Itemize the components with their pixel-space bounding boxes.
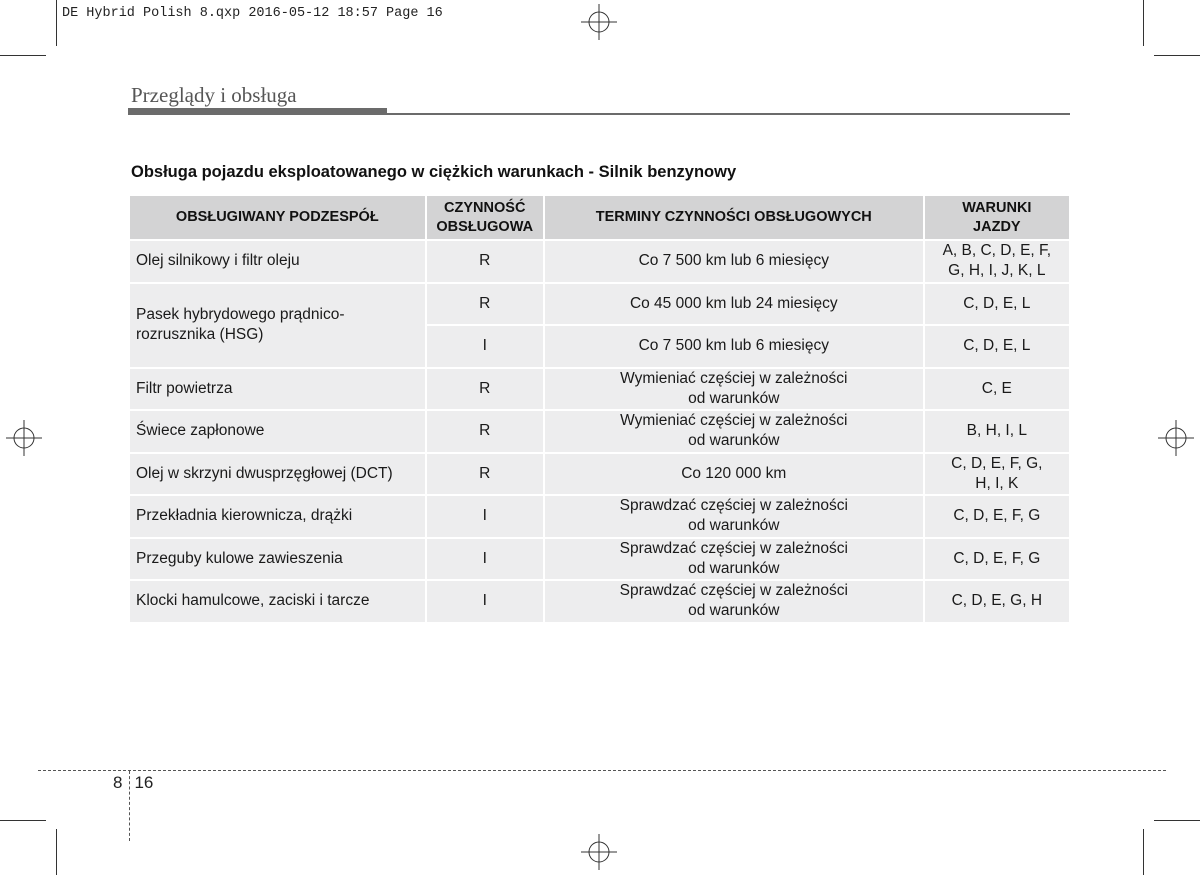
cell-conditions: C, D, E, F, G bbox=[925, 496, 1069, 537]
cell-part: Przeguby kulowe zawieszenia bbox=[130, 539, 425, 580]
table-row bbox=[130, 241, 1069, 282]
crop-mark bbox=[1154, 820, 1200, 821]
page-number-value: 16 bbox=[134, 773, 154, 792]
cell-interval: Co 7 500 km lub 6 miesięcy bbox=[545, 326, 923, 367]
maintenance-table bbox=[128, 194, 1071, 624]
crop-mark bbox=[1143, 829, 1144, 875]
registration-mark-icon bbox=[581, 4, 617, 40]
cell-part: Świece zapłonowe bbox=[130, 411, 425, 452]
chapter-number: 8 bbox=[113, 773, 123, 792]
cell-conditions: C, D, E, G, H bbox=[925, 581, 1069, 622]
cell-conditions: C, D, E, L bbox=[925, 284, 1069, 325]
cell-conditions: A, B, C, D, E, F, G, H, I, J, K, L bbox=[925, 241, 1069, 282]
crop-mark bbox=[0, 820, 46, 821]
table-header-row bbox=[130, 196, 1069, 239]
cell-interval: Co 7 500 km lub 6 miesięcy bbox=[545, 241, 923, 282]
registration-mark-icon bbox=[1158, 420, 1194, 456]
cell-interval: Wymieniać częściej w zależności od warunków bbox=[545, 369, 923, 410]
table-heading: Obsługa pojazdu eksploatowanego w ciężkich warunkach - Silnik benzynowy bbox=[131, 163, 737, 181]
footer-rule bbox=[38, 770, 1166, 771]
cell-conditions: C, D, E, L bbox=[925, 326, 1069, 367]
cell-action: R bbox=[427, 411, 543, 452]
cell-action: I bbox=[427, 326, 543, 367]
cell-part: Przekładnia kierownicza, drążki bbox=[130, 496, 425, 537]
cell-interval: Co 45 000 km lub 24 miesięcy bbox=[545, 284, 923, 325]
crop-mark bbox=[0, 55, 46, 56]
cell-part: Pasek hybrydowego prądnico- rozrusznika (HSG) bbox=[130, 284, 425, 367]
cell-interval: Sprawdzać częściej w zależności od warunków bbox=[545, 496, 923, 537]
cell-interval: Co 120 000 km bbox=[545, 454, 923, 495]
crop-mark bbox=[1143, 0, 1144, 46]
cell-action: R bbox=[427, 454, 543, 495]
registration-mark-icon bbox=[581, 834, 617, 870]
crop-mark bbox=[56, 0, 57, 46]
crop-mark bbox=[56, 829, 57, 875]
cell-action: R bbox=[427, 241, 543, 282]
cell-conditions: C, D, E, F, G bbox=[925, 539, 1069, 580]
cell-conditions: B, H, I, L bbox=[925, 411, 1069, 452]
cell-interval: Sprawdzać częściej w zależności od warunków bbox=[545, 581, 923, 622]
cell-conditions: C, D, E, F, G, H, I, K bbox=[925, 454, 1069, 495]
table-row bbox=[130, 369, 1069, 410]
cell-part: Klocki hamulcowe, zaciski i tarcze bbox=[130, 581, 425, 622]
header-interval: TERMINY CZYNNOŚCI OBSŁUGOWYCH bbox=[545, 196, 923, 239]
cell-action: I bbox=[427, 539, 543, 580]
crop-mark bbox=[1154, 55, 1200, 56]
print-slug: DE Hybrid Polish 8.qxp 2016-05-12 18:57 Page 16 bbox=[62, 6, 443, 21]
table-row bbox=[130, 539, 1069, 580]
page-number bbox=[113, 773, 153, 793]
table-row bbox=[130, 411, 1069, 452]
cell-interval: Wymieniać częściej w zależności od warunków bbox=[545, 411, 923, 452]
cell-part: Olej w skrzyni dwusprzęgłowej (DCT) bbox=[130, 454, 425, 495]
section-title: Przeglądy i obsługa bbox=[131, 83, 297, 107]
cell-action: I bbox=[427, 581, 543, 622]
cell-part: Filtr powietrza bbox=[130, 369, 425, 410]
cell-part: Olej silnikowy i filtr oleju bbox=[130, 241, 425, 282]
table-row bbox=[130, 581, 1069, 622]
header-action: CZYNNOŚĆ OBSŁUGOWA bbox=[427, 196, 543, 239]
title-rule bbox=[387, 113, 1070, 115]
header-part: OBSŁUGIWANY PODZESPÓŁ bbox=[130, 196, 425, 239]
title-rule bbox=[128, 108, 387, 115]
registration-mark-icon bbox=[6, 420, 42, 456]
table-row bbox=[130, 284, 1069, 325]
cell-action: I bbox=[427, 496, 543, 537]
cell-conditions: C, E bbox=[925, 369, 1069, 410]
table-row bbox=[130, 454, 1069, 495]
table-row bbox=[130, 496, 1069, 537]
cell-action: R bbox=[427, 284, 543, 325]
cell-action: R bbox=[427, 369, 543, 410]
header-conditions: WARUNKI JAZDY bbox=[925, 196, 1069, 239]
cell-interval: Sprawdzać częściej w zależności od warunków bbox=[545, 539, 923, 580]
